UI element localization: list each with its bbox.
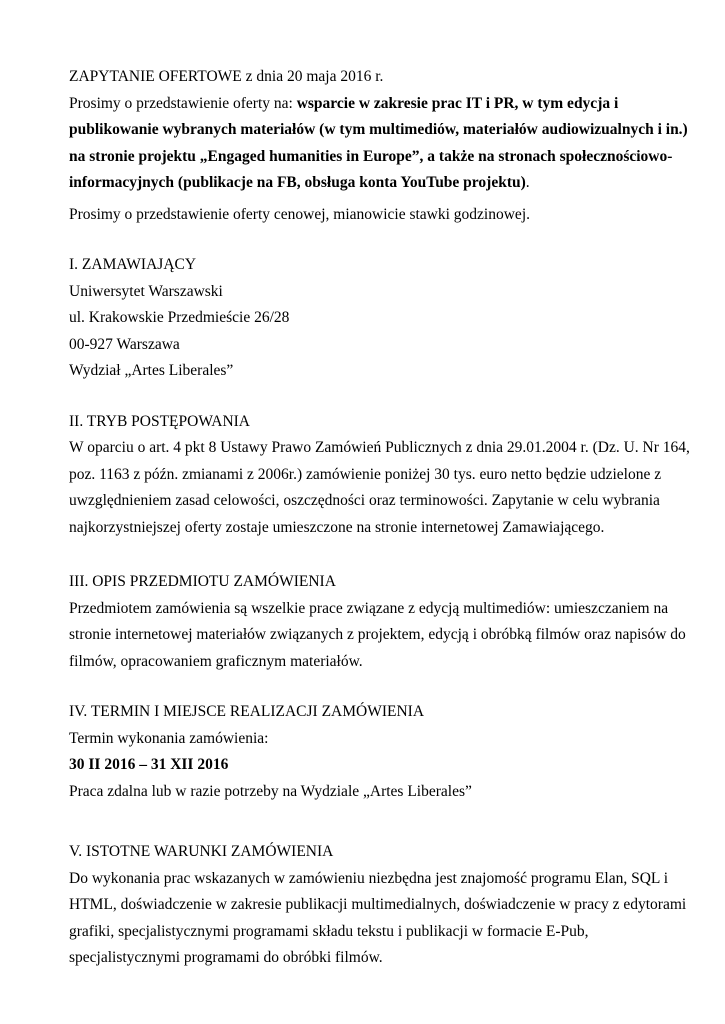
request-subject-1: wsparcie w zakresie prac IT i PR, w tym edycja i (296, 94, 619, 112)
conditions-text-line: HTML, doświadczenie w zakresie publikacji multimedialnych, doświadczenie w pracy z edytorami (69, 896, 687, 913)
conditions-text-line: Do wykonania prac wskazanych w zamówieniu niezbędna jest znajomość programu Elan, SQL i (69, 869, 668, 887)
procedure-text-line: W oparciu o art. 4 pkt 8 Ustawy Prawo Zamówień Publicznych z dnia 29.01.2004 r. (Dz. U. Nr 164, (69, 439, 690, 456)
request-end: . (525, 174, 530, 191)
ordering-party-postal: 00-927 Warszawa (69, 335, 180, 353)
conditions-text-line: grafiki, specjalistycznymi programami składu tekstu i publikacji w formacie E-Pub, (69, 922, 589, 940)
request-subject-4: informacyjnych (publikacje na FB, obsługa konta YouTube projektu) (69, 174, 526, 191)
term-dates: 30 II 2016 – 31 XII 2016 (69, 756, 229, 773)
request-prefix: Prosimy o przedstawienie oferty na: (69, 94, 297, 112)
request-subject-2: publikowanie wybranych materiałów (w tym multimediów, materiałów audiowizualnych i in.) (69, 121, 688, 138)
ordering-party-name: Uniwersytet Warszawski (69, 282, 223, 300)
term-label: Termin wykonania zamówienia: (69, 729, 269, 747)
ordering-party-faculty: Wydział „Artes Liberales” (69, 362, 234, 379)
section-heading-tryb: II. TRYB POSTĘPOWANIA (69, 412, 250, 430)
procedure-text-line: uwzględnieniem zasad celowości, oszczędności oraz terminowości. Zapytanie w celu wybrania (69, 492, 660, 509)
procedure-text-line: poz. 1163 z późn. zmianami z 2006r.) zamówienie poniżej 30 tys. euro netto będzie udzielone z (69, 465, 662, 483)
request-line-2 (69, 117, 688, 144)
term-value (69, 752, 669, 779)
section-heading-warunki: V. ISTOTNE WARUNKI ZAMÓWIENIA (69, 843, 334, 860)
section-heading-zamawiajacy: I. ZAMAWIAJĄCY (69, 256, 197, 273)
place-of-work: Praca zdalna lub w razie potrzeby na Wydziale „Artes Liberales” (69, 782, 472, 800)
request-line-4 (69, 170, 669, 197)
subject-text-line: Przedmiotem zamówienia są wszelkie prace związane z edycją multimediów: umieszczaniem na (69, 599, 669, 617)
section-heading-opis: III. OPIS PRZEDMIOTU ZAMÓWIENIA (69, 573, 336, 590)
subject-text-line: stronie internetowej materiałów związanych z projektem, edycją i obróbką filmów oraz napisów do (69, 626, 686, 643)
request-subject-3: na stronie projektu „Engaged humanities in Europe”, a także na stronach społecznościowo- (69, 147, 673, 165)
ordering-party-street: ul. Krakowskie Przedmieście 26/28 (69, 309, 290, 326)
conditions-text-line: specjalistycznymi programami do obróbki filmów. (69, 949, 383, 966)
request-line-1 (69, 91, 669, 118)
request-line-3 (69, 144, 673, 171)
procedure-text-line: najkorzystniejszej oferty zostaje umieszczone na stronie internetowej Zamawiającego. (69, 518, 605, 536)
subject-text-line: filmów, opracowaniem graficznym materiałów. (69, 652, 363, 670)
document-page (69, 64, 690, 972)
section-heading-termin: IV. TERMIN I MIEJSCE REALIZACJI ZAMÓWIENIA (69, 703, 425, 720)
document-title: ZAPYTANIE OFERTOWE z dnia 20 maja 2016 r. (69, 68, 384, 85)
price-request: Prosimy o przedstawienie oferty cenowej, mianowicie stawki godzinowej. (69, 205, 530, 223)
